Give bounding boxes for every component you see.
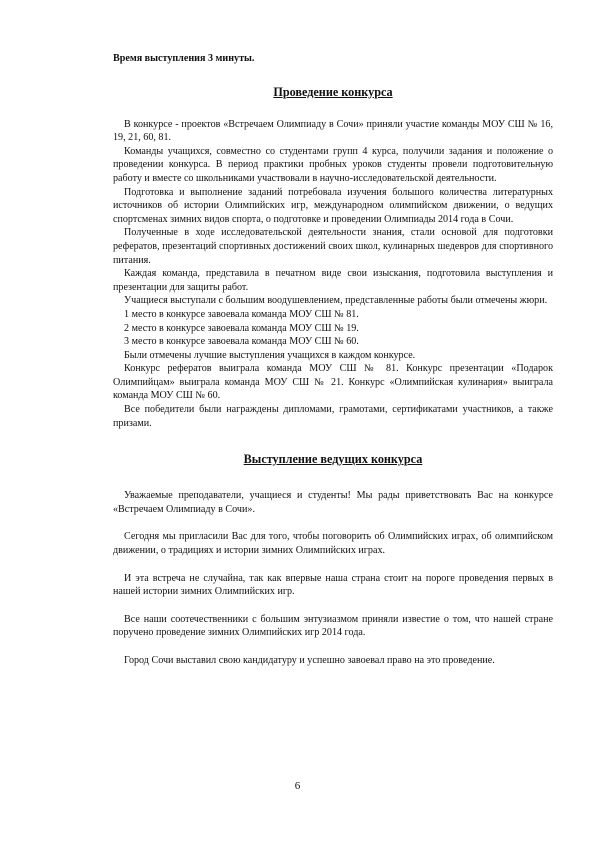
paragraph: И эта встреча не случайна, так как впервые наша страна стоит на пороге проведения первых в нашей истории зимних Олимпийских игр. [113,572,553,598]
intro-line: Время выступления 3 минуты. [113,53,255,64]
paragraph: Подготовка и выполнение заданий потребовала изучения большого количества литературных источников об истории Олимпийских игр, международном олимпийском движении, о ведущих спортсменах зимних видов спорта, о подготовке и проведении Олимпиады 2014 года в Сочи. [113,186,553,225]
paragraph: Все наши соотечественники с большим энтузиазмом приняли известие о том, что нашей стране поручено проведение зимних Олимпийских игр 2014 года. [113,613,553,639]
place-line: 2 место в конкурсе завоевала команда МОУ СШ № 19. [124,322,359,334]
page-number: 6 [294,780,301,792]
paragraph [113,118,553,145]
paragraph: Учащиеся выступали с большим воодушевлением, представленные работы были отмечены жюри. [124,295,548,307]
paragraph: Полученные в ходе исследовательской деятельности знания, стали основой для подготовки рефератов, презентаций спортивных достижений своих школ, кулинарных шедевров для спортивного питания. [113,227,553,266]
section-contest-body [113,118,553,431]
paragraph: Конкурс рефератов выиграла команда МОУ СШ № 81. Конкурс презентации «Подарок Олимпийцам» выиграла команда МОУ СШ № 21. Конкурс «Олимпийская кулинария» выиграла команда МОУ СШ № 60. [113,363,553,402]
paragraph: Сегодня мы пригласили Вас для того, чтобы поговорить об Олимпийских играх, об олимпийском движении, о традициях и истории зимних Олимпийских играх. [113,531,553,557]
section-hosts-body [113,489,553,667]
paragraph: Город Сочи выставил свою кандидатуру и успешно завоевал право на это проведение. [124,655,495,666]
section-title-contest: Проведение конкурса [273,84,393,99]
section-title-hosts: Выступление ведущих конкурса [243,452,423,467]
paragraph: Команды учащихся, совместно со студентами групп 4 курса, получили задания и положение о проведении конкурса. В период практики пробных уроков студенты провели подготовительную работу и вместе со школьниками участвовали в научно-исследовательской деятельности. [113,145,553,184]
place-line: 1 место в конкурсе завоевала команда МОУ СШ № 81. [124,308,359,320]
place-line: 3 место в конкурсе завоевала команда МОУ СШ № 60. [124,336,359,348]
paragraph-text: В конкурсе - проектов «Встречаем Олимпиаду в Сочи» приняли участие команды МОУ СШ № 16, 19, 21, 60, 81. [113,118,553,144]
paragraph: Все победители были награждены дипломами, грамотами, сертификатами участников, а также призами. [113,404,553,429]
paragraph: Каждая команда, представила в печатном виде свои изыскания, подготовила выступления и презентации для защиты работ. [113,268,553,293]
place-line: Были отмечены лучшие выступления учащихся в каждом конкурсе. [124,349,416,361]
paragraph: Уважаемые преподаватели, учащиеся и студенты! Мы рады приветствовать Вас на конкурсе «Встречаем Олимпиаду в Сочи». [113,490,553,515]
document-page [113,52,553,668]
